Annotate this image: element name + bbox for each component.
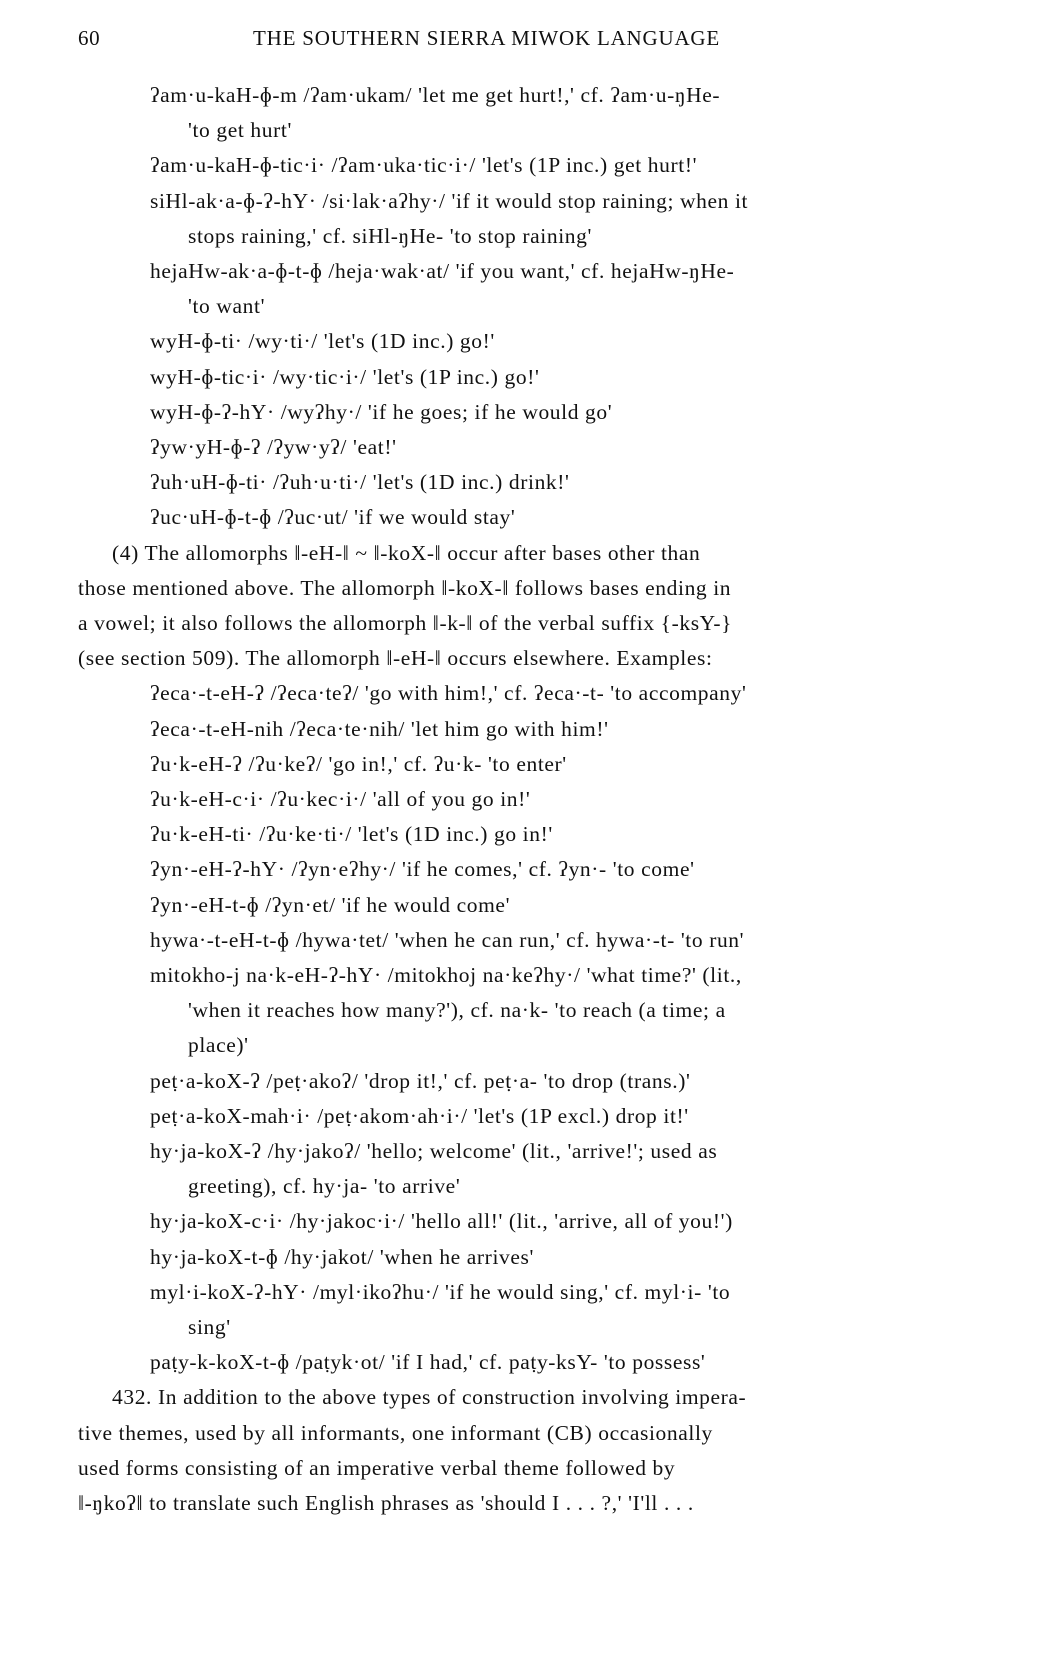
example-line: hy·ja-koX-ʔ /hy·jakoʔ/ 'hello; welcome' (lit., 'arrive!'; used as [150,1139,718,1163]
paragraph-line: a vowel; it also follows the allomorph ‖-k-‖ of the verbal suffix {-ksY-} [78,611,733,635]
example-line: hejaHw-ak·a-ɸ-t-ɸ /heja·wak·at/ 'if you want,' cf. hejaHw-ŋHe- [150,259,735,283]
example-line: ʔam·u-kaH-ɸ-tic·i· /ʔam·uka·tic·i·/ 'let's (1P inc.) get hurt!' [150,153,698,178]
example-line: wyH-ɸ-tic·i· /wy·tic·i·/ 'let's (1P inc.) go!' [150,364,540,389]
example-line: ʔu·k-eH-c·i· /ʔu·kec·i·/ 'all of you go in!' [150,787,531,811]
example-line: place)' [188,1033,249,1058]
example-line: 'when it reaches how many?'), cf. na·k- 'to reach (a time; a [188,998,726,1023]
example-line: 'to want' [188,294,266,319]
paragraph-line: used forms consisting of an imperative verbal theme followed by [78,1455,676,1480]
example-line: myl·i-koX-ʔ-hY· /myl·ikoʔhu·/ 'if he would sing,' cf. myl·i- 'to [150,1279,731,1304]
paragraph-line: (4) The allomorphs ‖-eH-‖ ~ ‖-koX-‖ occur after bases other than [112,540,701,565]
example-line: hy·ja-koX-t-ɸ /hy·jakot/ 'when he arrives' [150,1244,534,1269]
example-line: hywa·-t-eH-t-ɸ /hywa·tet/ 'when he can run,' cf. hywa·-t- 'to run' [150,927,745,952]
example-line: ʔuh·uH-ɸ-ti· /ʔuh·u·ti·/ 'let's (1D inc.) drink!' [150,470,570,495]
example-line: greeting), cf. hy·ja- 'to arrive' [188,1174,461,1199]
example-line: ʔyn·-eH-ʔ-hY· /ʔyn·eʔhy·/ 'if he comes,' cf. ʔyn·- 'to come' [150,857,695,882]
paragraph-line: ‖-ŋkoʔ‖ to translate such English phrases as 'should I . . . ?,' 'I'll . . . [78,1491,694,1515]
example-line: hy·ja-koX-c·i· /hy·jakoc·i·/ 'hello all!' (lit., 'arrive, all of you!') [150,1209,733,1234]
example-line: peṭ·a-koX-ʔ /peṭ·akoʔ/ 'drop it!,' cf. peṭ·a- 'to drop (trans.)' [150,1068,691,1093]
example-line: 'to get hurt' [188,118,292,143]
example-line: ʔeca·-t-eH-nih /ʔeca·te·nih/ 'let him go with him!' [150,716,609,741]
example-line: mitokho-j na·k-eH-ʔ-hY· /mitokhoj na·keʔhy·/ 'what time?' (lit., [150,963,742,987]
example-line: ʔeca·-t-eH-ʔ /ʔeca·teʔ/ 'go with him!,' cf. ʔeca·-t- 'to accompany' [150,681,747,706]
example-line: paṭy-k-koX-t-ɸ /paṭyk·ot/ 'if I had,' cf. paṭy-ksY- 'to possess' [150,1350,706,1375]
running-title: THE SOUTHERN SIERRA MIWOK LANGUAGE [253,26,721,50]
example-line: peṭ·a-koX-mah·i· /peṭ·akom·ah·i·/ 'let's (1P excl.) drop it!' [150,1103,689,1128]
example-line: wyH-ɸ-ʔ-hY· /wyʔhy·/ 'if he goes; if he would go' [150,399,613,424]
example-line: sing' [188,1315,231,1339]
example-line: ʔam·u-kaH-ɸ-m /ʔam·ukam/ 'let me get hurt!,' cf. ʔam·u-ŋHe- [150,83,721,107]
example-line: siHl-ak·a-ɸ-ʔ-hY· /si·lak·aʔhy·/ 'if it would stop raining; when it [150,188,749,213]
example-line: wyH-ɸ-ti· /wy·ti·/ 'let's (1D inc.) go!' [150,329,495,354]
example-line: ʔu·k-eH-ʔ /ʔu·keʔ/ 'go in!,' cf. ʔu·k- 'to enter' [150,751,567,776]
example-line: ʔuc·uH-ɸ-t-ɸ /ʔuc·ut/ 'if we would stay' [150,505,516,530]
example-line: stops raining,' cf. siHl-ŋHe- 'to stop raining' [188,223,592,248]
page-number: 60 [78,26,101,50]
example-line: ʔyw·yH-ɸ-ʔ /ʔyw·yʔ/ 'eat!' [150,435,397,459]
page-header [78,26,1018,56]
paragraph-line: those mentioned above. The allomorph ‖-koX-‖ follows bases ending in [78,575,732,600]
paragraph-line: 432. In addition to the above types of construction involving impera- [112,1385,747,1410]
paragraph-line: tive themes, used by all informants, one informant (CB) occasionally [78,1420,713,1445]
example-line: ʔyn·-eH-t-ɸ /ʔyn·et/ 'if he would come' [150,892,511,917]
paragraph-line: (see section 509). The allomorph ‖-eH-‖ occurs elsewhere. Examples: [78,646,713,671]
example-line: ʔu·k-eH-ti· /ʔu·ke·ti·/ 'let's (1D inc.) go in!' [150,822,553,847]
